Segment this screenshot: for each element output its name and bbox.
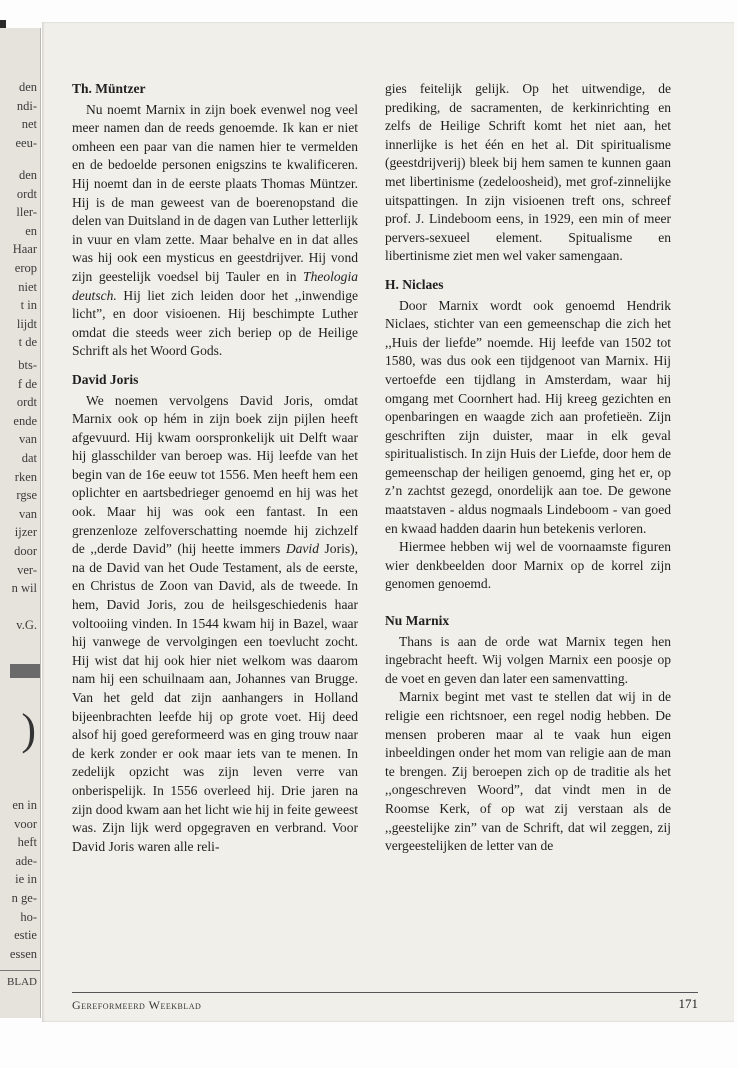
prev-page-signature: v.G. bbox=[16, 618, 37, 632]
prev-page-line: niet bbox=[18, 279, 37, 294]
heading-muntzer: Th. Müntzer bbox=[72, 81, 146, 96]
left-column bbox=[72, 80, 358, 856]
heading-niclaes: H. Niclaes bbox=[385, 276, 444, 292]
prev-page-line: essen bbox=[9, 946, 37, 961]
prev-page-line: ade- bbox=[15, 853, 37, 868]
prev-page-line: estie bbox=[14, 928, 37, 943]
prev-page-line: rken bbox=[14, 469, 37, 484]
prev-page-line: door bbox=[14, 544, 37, 558]
prev-page-line: en bbox=[25, 223, 37, 238]
prev-page-line: ordt bbox=[16, 186, 37, 201]
prev-page-line: ordt bbox=[16, 395, 37, 410]
prev-page-line: eeu- bbox=[15, 135, 37, 150]
prev-page-footer: BLAD bbox=[7, 976, 37, 988]
heading-marnix: Nu Marnix bbox=[385, 613, 450, 629]
prev-page-line: dat bbox=[21, 451, 37, 465]
prev-page-line: den bbox=[18, 168, 37, 182]
prev-page-line: van bbox=[18, 432, 37, 447]
prev-page-line: rgse bbox=[16, 488, 37, 503]
prev-page-line: ijzer bbox=[14, 525, 37, 540]
prev-page-line: lijdt bbox=[16, 316, 37, 331]
heading-joris: David Joris bbox=[72, 371, 139, 387]
prev-page-line: van bbox=[18, 506, 37, 521]
footer-page-number: 171 bbox=[678, 996, 698, 1011]
paragraph-marnix-1: Thans is aan de orde wat Marnix tegen hen ingebracht heeft. Wij volgen Marnix een poosje op de voet en geven dan later een samenvatting. bbox=[385, 633, 671, 686]
paragraph-marnix-2: Marnix begint met vast te stellen dat wij in de religie een richtsnoer, een regel nodig hebben. De mensen proberen maar al te vaak hun eigen inbeeldingen onder het mom van religie aan de man te brengen. Zij beroepen zich op de traditie als het ,,ongeschreven Woord”, dat vindt men in de Roomse Kerk, of op wat zij verstaan als de ,,geestelijke zin” van de Schrift, dat wil zeggen, zij vergeestelijken de letter van de bbox=[385, 689, 671, 854]
right-column bbox=[385, 80, 671, 856]
footer-publication: Gereformeerd Weekblad bbox=[72, 998, 202, 1012]
prev-page-line: ende bbox=[13, 413, 37, 428]
prev-page-line: t de bbox=[18, 335, 37, 350]
prev-page-line: heft bbox=[17, 835, 37, 850]
paragraph-niclaes-2: Hiermee hebben wij wel de voornaamste figuren wier denkbeelden door Marnix op de korrel zijn genomen genoemd. bbox=[385, 539, 671, 592]
prev-page-line: f de bbox=[17, 376, 37, 391]
prev-page-line: n ge- bbox=[11, 891, 37, 905]
prev-page-line: n wil bbox=[11, 581, 37, 596]
paragraph-muntzer: Nu noemt Marnix in zijn boek evenwel nog veel meer namen dan de reeds genoemde. Ik kan er niet omheen een paar van die namen hier te vermelden en de bedoelde personen enigszins te kwalificeren. Hij noemt dan in de eerste plaats Thomas Müntzer. Hij is de man geweest van de boerenopstand die delen van Duitsland in de dagen van Luther letterlijk in vuur en vlam zette. Maar behalve en in dat alles was hij ook een mysticus en geestdrijver. Hij vond zijn geestelijk voedsel bij Tauler en in Theologia deutsch. Hij liet zich leiden door het ,,inwendige licht”, en door visioenen. Hij beschimpte Luther omdat die steeds weer zich beriep op de Heilige Schrift als het Woord Gods. bbox=[72, 101, 358, 359]
prev-page-line: bts- bbox=[18, 358, 37, 372]
prev-page-line: ho- bbox=[20, 909, 37, 924]
prev-page-line: erop bbox=[14, 261, 37, 275]
prev-page-line: den bbox=[18, 80, 37, 94]
prev-page-line: en in bbox=[12, 798, 37, 812]
prev-page-line: ie in bbox=[15, 872, 37, 887]
paragraph-joris-continued: gies feitelijk gelijk. Op het uitwendige, de prediking, de sacramenten, de kerkinrichting en zelfs de Heilige Schrift komt het niet aan, het innerlijke is het één en het al. Dit spiritualisme (geestdrijverij) bleek bij hem samen te kunnen gaan met libertinisme (zedeloosheid), met grof-zinnelijke uitspattingen. In zijn visioenen treft ons, schreef prof. J. Lindeboom eens, in 1929, een min of meer pervers-sexueel element. Spitualisme en libertinisme ziet men wel vaker samengaan. bbox=[385, 81, 671, 264]
paragraph-joris: We noemen vervolgens David Joris, omdat Marnix ook op hém in zijn boek zijn pijlen heeft afgevuurd. Hij kwam oorspronkelijk uit Delft waar hij glasschilder van beroep was. Hij leefde van het begin van de 16e eeuw tot 1556. Men heeft hem een oplichter en aartsbedrieger genoemd en hij was het ook. Maar hij was ook een fantast. In een grenzenloze zelfoverschatting noemde hij zichzelf de ,,derde David” (hij heette immers David Joris), na de David van het Oude Testament, als de eerste, en Christus de Zoon van David, als de tweede. In hem, David Joris, zou de heilsgeschiedenis haar voltooiing vinden. In 1544 kwam hij in Bazel, waar hij vanwege de vervolgingen een toevlucht zocht. Hij wist dat hij ook hier niet welkom was daarom nam hij een schuilnaam aan, Johannes van Brugge. Van het geld dat zijn aanhangers in Holland bijeenbrachten leefde hij op grote voet. Hij deed alsof hij goed gereformeerd was en ging trouw naar de kerk zonder er ook maar iets van te menen. In zedelijk opzicht was zijn leven verre van onberispelijk. In 1556 overleed hij. Drie jaren na zijn dood kwam aan het licht wie hij in feite geweest was. Zijn lijk werd opgegraven en verbrand. Voor David Joris waren alle reli- bbox=[72, 392, 359, 854]
prev-page-line: Haar bbox=[12, 242, 37, 257]
prev-page-bar bbox=[10, 664, 40, 678]
prev-page-line: net bbox=[21, 117, 37, 132]
prev-page-paren: ) bbox=[21, 705, 36, 754]
prev-page-line: ller- bbox=[16, 205, 37, 220]
paragraph-niclaes-1: Door Marnix wordt ook genoemd Hendrik Niclaes, stichter van een gemeenschap die zich het ,,Huis der liefde” noemde. Hij leefde van 1502 tot 1580, was dus ook een tijdgenoot van Marnix. Hij vertoefde een tijdlang in Amsterdam, waar hij omgang met Coornhert had. Hij kreeg gezichten en openbaringen en waagde zich aan profetieën. Zijn geschriften zijn duister, maar in elk geval spiritualistisch. In zijn Huis der Liefde, door hem de gemeenschap der heiligen genoemd, ging het er, op z’n zachtst gezegd, onordelijk aan toe. De gewone maatstaven - aldus nogmaals Lindeboom - van goed en kwaad hadden daarin hun betekenis verloren. bbox=[385, 297, 671, 536]
prev-page-line: voor bbox=[14, 816, 37, 831]
prev-page-line: t in bbox=[20, 298, 37, 313]
footer-rule bbox=[72, 992, 698, 993]
previous-page-edge bbox=[0, 28, 41, 1018]
page bbox=[42, 22, 734, 1022]
prev-page-line: ndi- bbox=[16, 98, 37, 113]
prev-page-line: ver- bbox=[17, 562, 37, 577]
prev-page-footer-rule bbox=[0, 970, 40, 971]
